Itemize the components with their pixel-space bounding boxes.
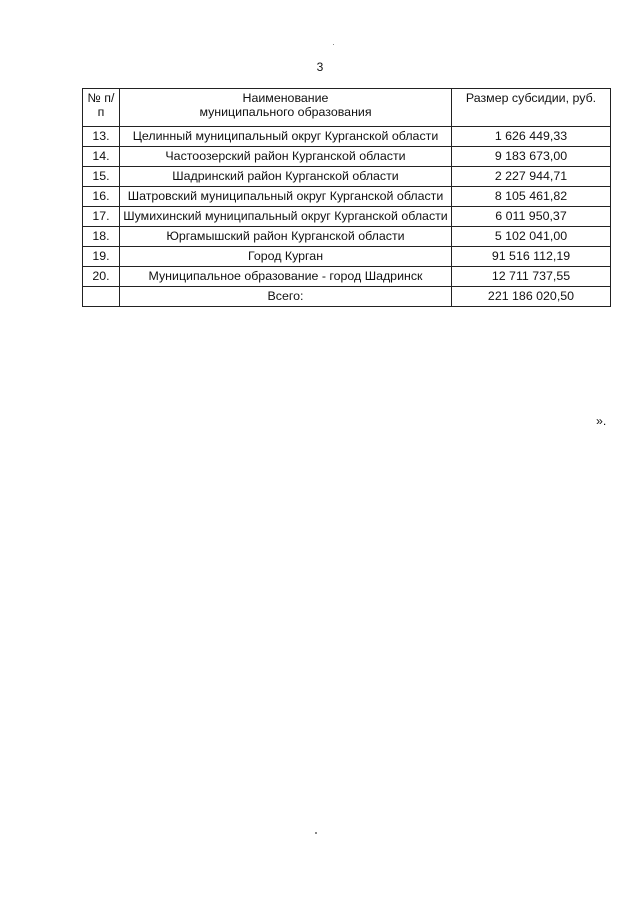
row-name: Шадринский район Курганской области: [120, 167, 452, 187]
total-label: Всего:: [120, 287, 452, 307]
header-amount: Размер субсидии, руб.: [452, 89, 611, 127]
row-name: Шатровский муниципальный округ Курганской области: [120, 187, 452, 207]
row-name: Муниципальное образование - город Шадринск: [120, 267, 452, 287]
row-amount: 6 011 950,37: [452, 207, 611, 227]
row-num: 16.: [83, 187, 120, 207]
row-amount: 9 183 673,00: [452, 147, 611, 167]
row-amount: 1 626 449,33: [452, 127, 611, 147]
row-amount: 8 105 461,82: [452, 187, 611, 207]
scan-speck: [315, 832, 317, 834]
row-num: 18.: [83, 227, 120, 247]
total-num-empty: [83, 287, 120, 307]
table-row: [83, 127, 611, 147]
row-name: Шумихинский муниципальный округ Курганской области: [120, 207, 452, 227]
row-amount: 2 227 944,71: [452, 167, 611, 187]
table-total-row: [83, 287, 611, 307]
table-row: [83, 147, 611, 167]
row-amount: 91 516 112,19: [452, 247, 611, 267]
subsidy-table: [82, 88, 611, 307]
row-num: 14.: [83, 147, 120, 167]
total-amount: 221 186 020,50: [452, 287, 611, 307]
table-row: [83, 207, 611, 227]
row-amount: 12 711 737,55: [452, 267, 611, 287]
scan-speck: [333, 44, 334, 45]
page-number: 3: [316, 60, 324, 74]
closing-quote: ».: [596, 414, 607, 428]
row-num: 15.: [83, 167, 120, 187]
row-num: 13.: [83, 127, 120, 147]
table-row: [83, 247, 611, 267]
table-row: [83, 167, 611, 187]
header-num: № п/п: [83, 89, 120, 127]
row-amount: 5 102 041,00: [452, 227, 611, 247]
table-row: [83, 227, 611, 247]
row-name: Город Курган: [120, 247, 452, 267]
row-name: Целинный муниципальный округ Курганской области: [120, 127, 452, 147]
row-num: 19.: [83, 247, 120, 267]
table-row: [83, 267, 611, 287]
header-name: [120, 89, 452, 127]
row-name: Частоозерский район Курганской области: [120, 147, 452, 167]
header-name-line2: муниципального образования: [199, 105, 372, 119]
row-name: Юргамышский район Курганской области: [120, 227, 452, 247]
row-num: 17.: [83, 207, 120, 227]
row-num: 20.: [83, 267, 120, 287]
table-row: [83, 187, 611, 207]
header-name-line1: Наименование: [242, 91, 329, 105]
table-header-row: [83, 89, 611, 127]
